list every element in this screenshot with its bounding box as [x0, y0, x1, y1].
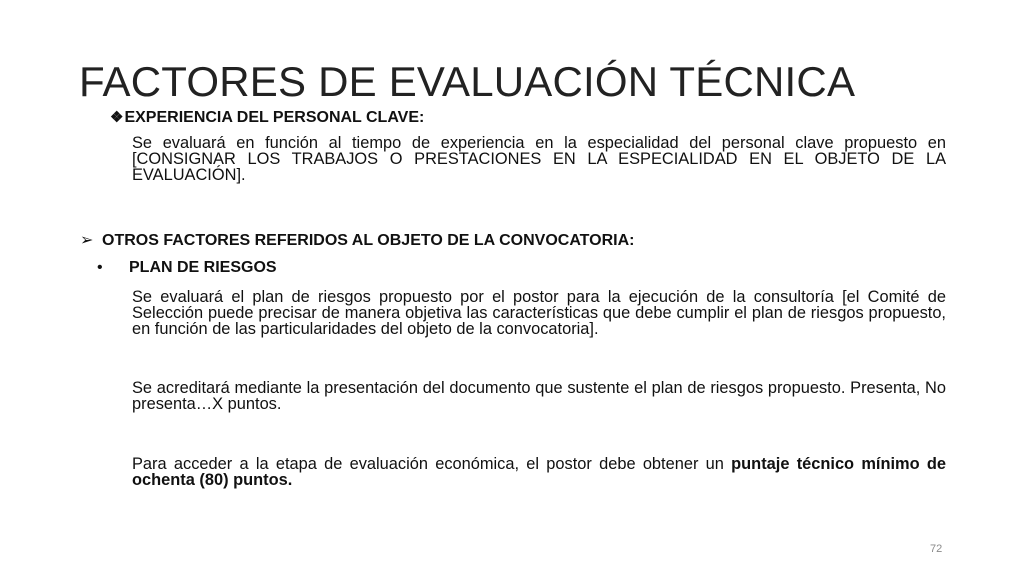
arrow-bullet-icon: ➢ [80, 232, 94, 249]
slide-title: FACTORES DE EVALUACIÓN TÉCNICA [79, 58, 856, 105]
dot-bullet-icon: • [97, 259, 103, 276]
puntaje-minimo-emphasis: puntaje técnico mínimo de ochenta (80) puntos. [132, 455, 946, 489]
plan-riesgos-heading [97, 259, 277, 277]
plan-riesgos-paragraph: Se evaluará el plan de riesgos propuesto por el postor para la ejecución de la consultoría [el Comité de Selección puede precisar de manera objetiva las características que debe cumplir el plan de riesgos propuesto, en función de las particularidades del objeto de la convocatoria]. [132, 288, 946, 338]
puntaje-minimo-paragraph [132, 456, 946, 488]
puntaje-minimo-text: Para acceder a la etapa de evaluación económica, el postor debe obtener un [132, 455, 732, 473]
page-number: 72 [930, 543, 943, 555]
section-otros-factores-heading [80, 230, 635, 250]
experiencia-paragraph: Se evaluará en función al tiempo de experiencia en la especialidad del personal clave propuesto en [CONSIGNAR LOS TRABAJOS O PRESTACIONES EN LA ESPECIALIDAD EN EL OBJETO DE LA EVALUACIÓN]. [132, 134, 946, 184]
plan-riesgos-label: PLAN DE RIESGOS [129, 259, 277, 276]
section-experiencia-label: EXPERIENCIA DEL PERSONAL CLAVE: [124, 109, 425, 126]
acreditacion-paragraph: Se acreditará mediante la presentación del documento que sustente el plan de riesgos propuesto. Presenta, No presenta…X puntos. [132, 379, 946, 413]
section-experiencia-heading [110, 108, 424, 127]
section-otros-factores-label: OTROS FACTORES REFERIDOS AL OBJETO DE LA CONVOCATORIA: [102, 232, 635, 249]
diamond-bullet-icon: ❖ [110, 109, 124, 126]
